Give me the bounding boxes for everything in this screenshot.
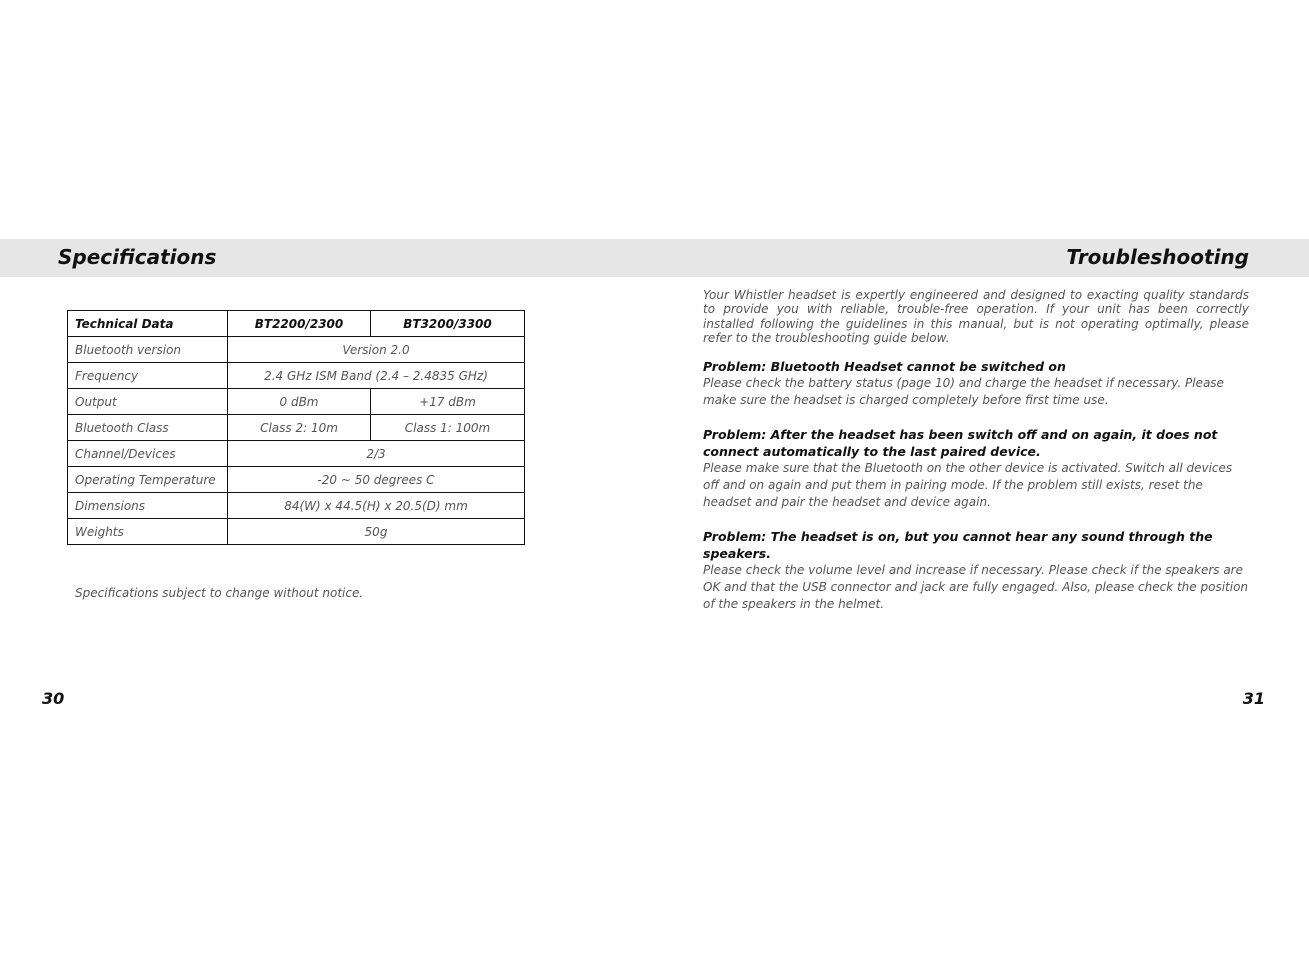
table-row — [68, 389, 525, 415]
table-header-cell: BT2200/2300 — [228, 311, 371, 337]
row-value: 84(W) x 44.5(H) x 20.5(D) mm — [228, 493, 525, 519]
problem-title: Problem: After the headset has been switch off and on again, it does not connect automatically to the last paired device. — [703, 426, 1218, 459]
specifications-title: Specifications — [58, 245, 217, 269]
row-label: Operating Temperature — [68, 467, 228, 493]
problem-item — [703, 528, 1249, 613]
table-header-cell: BT3200/3300 — [371, 311, 525, 337]
row-value: 50g — [228, 519, 525, 545]
troubleshooting-intro: Your Whistler headset is expertly engineered and designed to exacting quality standards to provide you with reliable, trouble-free operation. If your unit has been correctly installed following the guidelines in this manual, but is not operating optimally, please refer to the troubleshooting guide below. — [703, 288, 1249, 346]
row-label: Weights — [68, 519, 228, 545]
row-value: Class 2: 10m — [228, 415, 371, 441]
specifications-note: Specifications subject to change without notice. — [75, 586, 364, 600]
problem-title: Problem: The headset is on, but you cannot hear any sound through the speakers. — [703, 528, 1213, 561]
problem-title: Problem: Bluetooth Headset cannot be switched on — [703, 358, 1066, 374]
row-value: 2/3 — [228, 441, 525, 467]
row-label: Bluetooth Class — [68, 415, 228, 441]
table-row — [68, 363, 525, 389]
table-header-cell: Technical Data — [68, 311, 228, 337]
table-header-row — [68, 311, 525, 337]
row-label: Dimensions — [68, 493, 228, 519]
row-value: -20 ~ 50 degrees C — [228, 467, 525, 493]
row-label: Bluetooth version — [68, 337, 228, 363]
table-row — [68, 467, 525, 493]
row-label: Frequency — [68, 363, 228, 389]
troubleshooting-title: Troubleshooting — [1066, 245, 1249, 269]
table-row — [68, 519, 525, 545]
troubleshooting-content — [703, 288, 1249, 630]
problem-item — [703, 358, 1249, 409]
page-number-right: 31 — [1242, 689, 1265, 708]
problem-solution: Please make sure that the Bluetooth on the other device is activated. Switch all devices off and on again and put them in pairing mode. If the problem still exists, reset the headset and pair the headset and device again. — [703, 460, 1233, 509]
table-row — [68, 415, 525, 441]
row-label: Channel/Devices — [68, 441, 228, 467]
row-label: Output — [68, 389, 228, 415]
problem-solution: Please check the volume level and increase if necessary. Please check if the speakers are OK and that the USB connector and jack are fully engaged. Also, please check the position of the speakers in the helmet. — [703, 562, 1249, 611]
table-row — [68, 337, 525, 363]
row-value: 2.4 GHz ISM Band (2.4 – 2.4835 GHz) — [228, 363, 525, 389]
page-number-left: 30 — [42, 689, 65, 708]
row-value: Version 2.0 — [228, 337, 525, 363]
problem-item — [703, 426, 1249, 511]
table-row — [68, 493, 525, 519]
row-value: Class 1: 100m — [371, 415, 525, 441]
specifications-table — [67, 310, 525, 545]
table-row — [68, 441, 525, 467]
problem-solution: Please check the battery status (page 10) and charge the headset if necessary. Please make sure the headset is charged completely before first time use. — [703, 375, 1224, 407]
row-value: 0 dBm — [228, 389, 371, 415]
row-value: +17 dBm — [371, 389, 525, 415]
